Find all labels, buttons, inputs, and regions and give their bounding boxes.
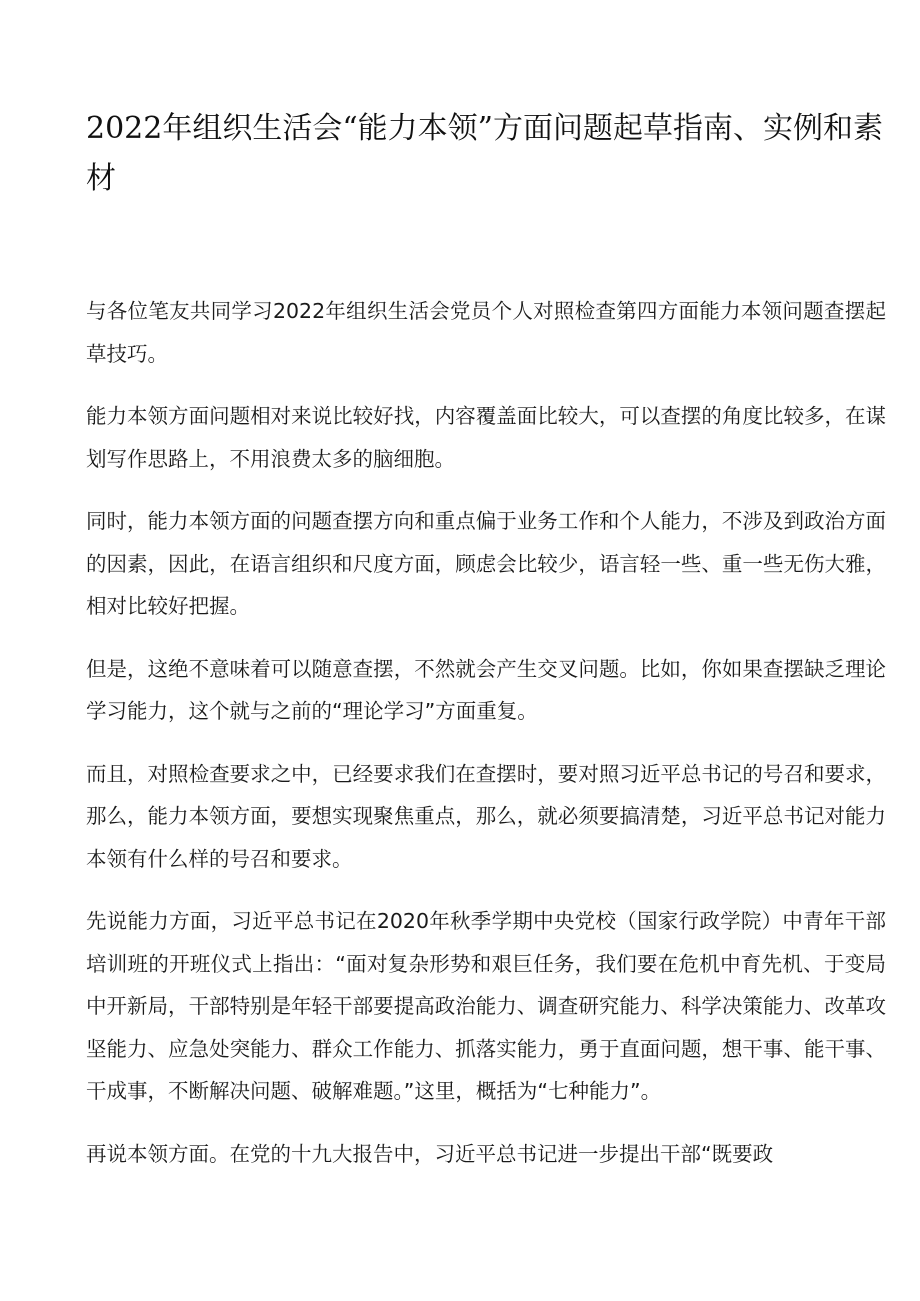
paragraph-focus: 同时，能力本领方面的问题查摆方向和重点偏于业务工作和个人能力，不涉及到政治方面的因素，因此，在语言组织和尺度方面，顾虑会比较少，语言轻一些、重一些无伤大雅，相对比较好把握。 [86, 509, 886, 618]
document-body [86, 290, 886, 1195]
paragraph-seven-abilities: 先说能力方面，习近平总书记在2020年秋季学期中央党校（国家行政学院）中青年干部培训班的开班仪式上指出：“面对复杂形势和艰巨任务，我们要在危机中育先机、于变局中开新局，干部特别是年轻干部要提高政治能力、调查研究能力、科学决策能力、改革攻坚能力、应急处突能力、群众工作能力、抓落实能力，勇于直面问题，想干事、能干事、干成事，不断解决问题、破解难题。”这里，概括为“七种能力”。 [86, 909, 886, 1103]
paragraph-caution: 但是，这绝不意味着可以随意查摆，不然就会产生交叉问题。比如，你如果查摆缺乏理论学习能力，这个就与之前的“理论学习”方面重复。 [86, 656, 886, 723]
document-title: 2022年组织生活会“能力本领”方面问题起草指南、实例和素材 [86, 111, 884, 196]
paragraph-skills: 再说本领方面。在党的十九大报告中，习近平总书记进一步提出干部“既要政 [86, 1141, 774, 1166]
paragraph-intro: 与各位笔友共同学习2022年组织生活会党员个人对照检查第四方面能力本领问题查摆起草技巧。 [86, 299, 886, 366]
paragraph-requirements: 而且，对照检查要求之中，已经要求我们在查摆时，要对照习近平总书记的号召和要求，那么，能力本领方面，要想实现聚焦重点，那么，就必须要搞清楚，习近平总书记对能力本领有什么样的号召和要求。 [86, 761, 886, 871]
paragraph-scope: 能力本领方面问题相对来说比较好找，内容覆盖面比较大，可以查摆的角度比较多，在谋划写作思路上，不用浪费太多的脑细胞。 [86, 404, 886, 471]
